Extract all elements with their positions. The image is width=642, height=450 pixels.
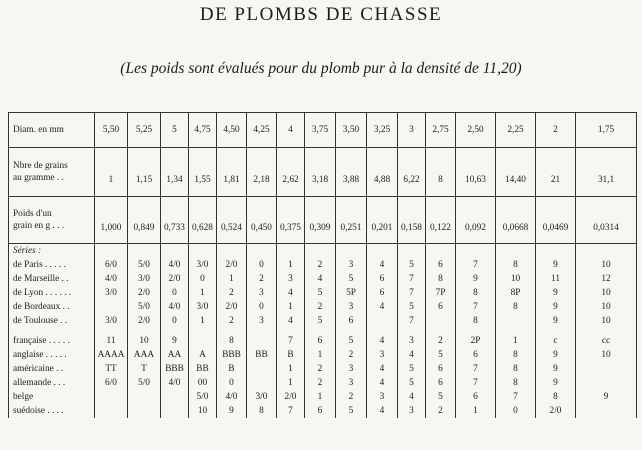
weight-cell: 0,309 [305, 197, 336, 244]
series-cell: 9 [161, 334, 189, 348]
weight-cell: 0,0314 [576, 197, 637, 244]
empty-cell [426, 244, 456, 259]
series-cell: 0 [189, 272, 217, 286]
series-cell: 11 [95, 334, 128, 348]
diameter-cell: 5 [161, 113, 189, 148]
series-cell: 7 [456, 300, 496, 314]
diameter-cell: 2,50 [456, 113, 496, 148]
weight-row [9, 197, 637, 244]
series-cell: 3/0 [128, 272, 161, 286]
series-cell: 10 [576, 258, 637, 272]
series-cell: AA [161, 348, 189, 362]
series-cell: 8 [496, 362, 536, 376]
series-cell: 9 [217, 404, 247, 418]
empty-cell [536, 244, 576, 259]
series-cell: 2 [247, 272, 277, 286]
series-cell: 3/0 [189, 300, 217, 314]
series-cell: 2 [336, 390, 367, 404]
series-cell: 4 [367, 258, 398, 272]
series-cell: 4 [367, 334, 398, 348]
series-row [9, 362, 637, 376]
series-cell: 7 [456, 376, 496, 390]
diameter-cell: 2 [536, 113, 576, 148]
series-cell: 5/0 [128, 300, 161, 314]
series-cell: 9 [456, 272, 496, 286]
series-cell: 3/0 [95, 286, 128, 300]
grains-cell: 10,63 [456, 148, 496, 197]
series-cell: 5 [426, 348, 456, 362]
series-cell: 7 [496, 390, 536, 404]
series-cell: 8 [496, 300, 536, 314]
diameter-cell: 2,25 [496, 113, 536, 148]
series-cell [95, 404, 128, 418]
grains-cell: 8 [426, 148, 456, 197]
diameter-cell: 5,25 [128, 113, 161, 148]
series-cell: 3/0 [95, 314, 128, 328]
grains-cell: 3,88 [336, 148, 367, 197]
series-cell [128, 390, 161, 404]
series-cell: 0 [247, 300, 277, 314]
series-cell: 2P [456, 334, 496, 348]
series-cell: 3 [367, 390, 398, 404]
series-cell: 12 [576, 272, 637, 286]
series-name: anglaise . . . . . [9, 348, 95, 362]
series-name: suédoise . . . . [9, 404, 95, 418]
weight-cell: 0,733 [161, 197, 189, 244]
series-cell: 7 [277, 404, 305, 418]
series-cell: 4 [305, 272, 336, 286]
grains-cell: 31,1 [576, 148, 637, 197]
series-cell: 9 [536, 258, 576, 272]
series-cell: cc [576, 334, 637, 348]
grains-cell: 3,18 [305, 148, 336, 197]
series-cell: 6 [426, 362, 456, 376]
weight-cell: 0,375 [277, 197, 305, 244]
weight-cell: 0,158 [398, 197, 426, 244]
series-name: de Marseille . . [9, 272, 95, 286]
series-cell: 1 [277, 362, 305, 376]
series-cell: 5 [398, 362, 426, 376]
series-cell: 2/0 [217, 300, 247, 314]
weight-cell: 1,000 [95, 197, 128, 244]
series-cell: 6/0 [95, 258, 128, 272]
row-label [9, 148, 95, 197]
weight-cell: 0,0668 [496, 197, 536, 244]
series-cell: 9 [536, 300, 576, 314]
series-cell: 7 [398, 314, 426, 328]
diameter-cell: 3,50 [336, 113, 367, 148]
grains-cell: 1,34 [161, 148, 189, 197]
series-cell [95, 390, 128, 404]
series-cell: 8 [247, 404, 277, 418]
series-cell: 5 [426, 390, 456, 404]
series-name: allemande . . . [9, 376, 95, 390]
series-cell: 4/0 [217, 390, 247, 404]
series-cell [161, 404, 189, 418]
series-cell [576, 376, 637, 390]
series-cell: 3 [367, 348, 398, 362]
series-cell [576, 404, 637, 418]
series-cell: 6 [456, 348, 496, 362]
series-cell: 5 [336, 334, 367, 348]
series-cell: 8 [496, 348, 536, 362]
series-cell [576, 362, 637, 376]
series-row [9, 300, 637, 314]
series-cell: T [128, 362, 161, 376]
series-cell [247, 362, 277, 376]
series-cell: 10 [576, 300, 637, 314]
series-cell: 3 [247, 314, 277, 328]
series-cell: 3 [398, 334, 426, 348]
series-cell: 1 [217, 272, 247, 286]
series-cell: 9 [576, 390, 637, 404]
series-cell: 5 [305, 286, 336, 300]
series-cell: 4/0 [161, 258, 189, 272]
diameter-cell: 3,25 [367, 113, 398, 148]
series-cell: 6 [426, 376, 456, 390]
series-cell: AAAA [95, 348, 128, 362]
series-cell [247, 334, 277, 348]
series-cell: 2 [305, 362, 336, 376]
series-heading: Séries : [9, 244, 95, 259]
series-cell: 5 [336, 404, 367, 418]
shot-table [8, 112, 637, 418]
empty-cell [161, 244, 189, 259]
row-label: Diam. en mm [9, 113, 95, 148]
series-cell: 6 [456, 390, 496, 404]
series-row [9, 334, 637, 348]
diameter-cell: 4,25 [247, 113, 277, 148]
series-cell: 2 [217, 286, 247, 300]
series-cell: 4/0 [95, 272, 128, 286]
series-cell: 0 [161, 314, 189, 328]
series-cell: 5 [336, 272, 367, 286]
series-cell: 6 [336, 314, 367, 328]
grains-cell: 4,88 [367, 148, 398, 197]
series-row [9, 258, 637, 272]
empty-cell [576, 244, 637, 259]
series-cell: 4 [277, 286, 305, 300]
series-cell: 5 [305, 314, 336, 328]
weight-cell: 0,450 [247, 197, 277, 244]
grains-cell: 1 [95, 148, 128, 197]
series-name: de Toulouse . . [9, 314, 95, 328]
series-cell: 3 [247, 286, 277, 300]
series-cell: 7 [398, 272, 426, 286]
series-cell [367, 314, 398, 328]
series-cell: 10 [496, 272, 536, 286]
series-cell: 2 [426, 404, 456, 418]
empty-cell [217, 244, 247, 259]
series-cell: 6 [305, 404, 336, 418]
series-cell: 7 [277, 334, 305, 348]
page-subtitle: (Les poids sont évalués pour du plomb pur à la densité de 11,20) [120, 60, 522, 77]
series-cell: B [277, 348, 305, 362]
series-cell: 2/0 [277, 390, 305, 404]
series-cell: 4 [367, 404, 398, 418]
series-cell [189, 334, 217, 348]
series-cell: 3 [277, 272, 305, 286]
diameter-cell: 3,75 [305, 113, 336, 148]
series-cell [161, 390, 189, 404]
empty-cell [305, 244, 336, 259]
series-cell: 4/0 [161, 300, 189, 314]
series-cell: 3 [398, 404, 426, 418]
series-cell: 9 [536, 314, 576, 328]
series-cell: 10 [576, 314, 637, 328]
grains-cell: 1,15 [128, 148, 161, 197]
series-cell: c [536, 334, 576, 348]
series-cell: 1 [496, 334, 536, 348]
series-cell: 8 [456, 286, 496, 300]
series-cell: 5 [398, 376, 426, 390]
series-cell: 3 [336, 300, 367, 314]
weight-cell: 0,0469 [536, 197, 576, 244]
series-cell: 4 [367, 362, 398, 376]
row-label-text: Poids d'un grain en g . . . [13, 208, 65, 231]
series-cell [496, 314, 536, 328]
series-cell [247, 376, 277, 390]
grains-cell: 21 [536, 148, 576, 197]
empty-cell [398, 244, 426, 259]
weight-cell: 0,628 [189, 197, 217, 244]
empty-cell [277, 244, 305, 259]
series-cell: 5/0 [128, 376, 161, 390]
empty-cell [496, 244, 536, 259]
series-cell: 4 [367, 300, 398, 314]
series-cell: 4 [367, 376, 398, 390]
weight-cell: 0,122 [426, 197, 456, 244]
series-name: belge [9, 390, 95, 404]
row-label [9, 197, 95, 244]
series-heading-row [9, 244, 637, 259]
series-cell: 9 [536, 286, 576, 300]
series-row [9, 390, 637, 404]
series-cell [95, 300, 128, 314]
empty-cell [189, 244, 217, 259]
series-cell: 7P [426, 286, 456, 300]
series-cell: 0 [217, 376, 247, 390]
series-cell: BBB [161, 362, 189, 376]
diameter-cell: 4,75 [189, 113, 217, 148]
diameter-cell: 3 [398, 113, 426, 148]
series-cell: 10 [189, 404, 217, 418]
series-cell: 1 [277, 376, 305, 390]
empty-cell [128, 244, 161, 259]
series-cell: 2/0 [161, 272, 189, 286]
series-cell: 6/0 [95, 376, 128, 390]
series-cell: 8 [426, 272, 456, 286]
empty-cell [247, 244, 277, 259]
series-cell: A [189, 348, 217, 362]
weight-cell: 0,201 [367, 197, 398, 244]
series-cell: 2 [305, 300, 336, 314]
series-cell: 00 [189, 376, 217, 390]
grains-cell: 14,40 [496, 148, 536, 197]
diameter-cell: 4 [277, 113, 305, 148]
weight-cell: 0,092 [456, 197, 496, 244]
series-cell: 5P [336, 286, 367, 300]
series-name: de Lyon . . . . . . [9, 286, 95, 300]
series-cell: 6 [305, 334, 336, 348]
empty-cell [367, 244, 398, 259]
series-cell: 4 [277, 314, 305, 328]
series-cell: 2/0 [536, 404, 576, 418]
series-cell: BB [247, 348, 277, 362]
series-row [9, 404, 637, 418]
series-cell: 3/0 [247, 390, 277, 404]
series-cell: 6 [426, 258, 456, 272]
series-cell: 11 [536, 272, 576, 286]
series-name: française . . . . . [9, 334, 95, 348]
series-cell: 2 [305, 376, 336, 390]
series-cell: BB [189, 362, 217, 376]
series-row [9, 348, 637, 362]
series-cell: 9 [536, 348, 576, 362]
grains-row [9, 148, 637, 197]
series-cell: 10 [128, 334, 161, 348]
empty-cell [456, 244, 496, 259]
grains-cell: 2,62 [277, 148, 305, 197]
series-cell: 1 [189, 314, 217, 328]
series-cell: 7 [456, 362, 496, 376]
series-cell: 10 [576, 286, 637, 300]
diameter-cell: 1,75 [576, 113, 637, 148]
series-cell: 8 [496, 258, 536, 272]
grains-cell: 6,22 [398, 148, 426, 197]
diameter-cell: 2,75 [426, 113, 456, 148]
series-cell: 8 [456, 314, 496, 328]
series-cell: TT [95, 362, 128, 376]
empty-cell [336, 244, 367, 259]
series-cell: 3 [336, 362, 367, 376]
series-row [9, 272, 637, 286]
series-cell: 6 [426, 300, 456, 314]
series-cell: 6 [367, 286, 398, 300]
series-cell: 1 [277, 300, 305, 314]
series-row [9, 314, 637, 328]
diameter-row [9, 113, 637, 148]
series-cell: 8 [496, 376, 536, 390]
series-name: américaine . . [9, 362, 95, 376]
series-cell: 3 [336, 376, 367, 390]
series-cell: 4 [398, 390, 426, 404]
series-cell: 5/0 [128, 258, 161, 272]
weight-cell: 0,849 [128, 197, 161, 244]
series-cell: 2 [426, 334, 456, 348]
series-cell: 5/0 [189, 390, 217, 404]
series-cell: 9 [536, 376, 576, 390]
series-cell: 4/0 [161, 376, 189, 390]
series-cell: 5 [398, 300, 426, 314]
series-cell: 1 [189, 286, 217, 300]
series-row [9, 286, 637, 300]
grains-cell: 1,81 [217, 148, 247, 197]
series-cell: 2 [336, 348, 367, 362]
series-name: de Bordeaux . . [9, 300, 95, 314]
series-cell: 0 [247, 258, 277, 272]
page-title: DE PLOMBS DE CHASSE [199, 4, 443, 25]
series-cell: 7 [456, 258, 496, 272]
series-cell: 6 [367, 272, 398, 286]
series-cell: 2 [305, 258, 336, 272]
series-cell: BBB [217, 348, 247, 362]
diameter-cell: 4,50 [217, 113, 247, 148]
series-cell: 3 [336, 258, 367, 272]
grains-cell: 1,55 [189, 148, 217, 197]
series-cell [426, 314, 456, 328]
series-cell: 8 [217, 334, 247, 348]
grains-cell: 2,18 [247, 148, 277, 197]
series-cell: AAA [128, 348, 161, 362]
series-cell [128, 404, 161, 418]
series-cell: 7 [398, 286, 426, 300]
series-cell: 9 [536, 362, 576, 376]
series-cell: 2/0 [217, 258, 247, 272]
diameter-cell: 5,50 [95, 113, 128, 148]
series-cell: 5 [398, 258, 426, 272]
series-cell: 2/0 [128, 286, 161, 300]
series-cell: 1 [277, 258, 305, 272]
series-cell: B [217, 362, 247, 376]
series-cell: 0 [496, 404, 536, 418]
series-cell: 2/0 [128, 314, 161, 328]
weight-cell: 0,251 [336, 197, 367, 244]
series-cell: 1 [305, 348, 336, 362]
series-name: de Paris . . . . . [9, 258, 95, 272]
series-cell: 8 [536, 390, 576, 404]
series-row [9, 376, 637, 390]
series-cell: 8P [496, 286, 536, 300]
empty-cell [95, 244, 128, 259]
series-cell: 10 [576, 348, 637, 362]
series-cell: 3/0 [189, 258, 217, 272]
series-cell: 2 [217, 314, 247, 328]
series-cell: 0 [161, 286, 189, 300]
weight-cell: 0,524 [217, 197, 247, 244]
row-label-text: Nbre de grains au gramme . . [13, 160, 68, 183]
series-cell: 4 [398, 348, 426, 362]
series-cell: 1 [305, 390, 336, 404]
series-cell: 1 [456, 404, 496, 418]
